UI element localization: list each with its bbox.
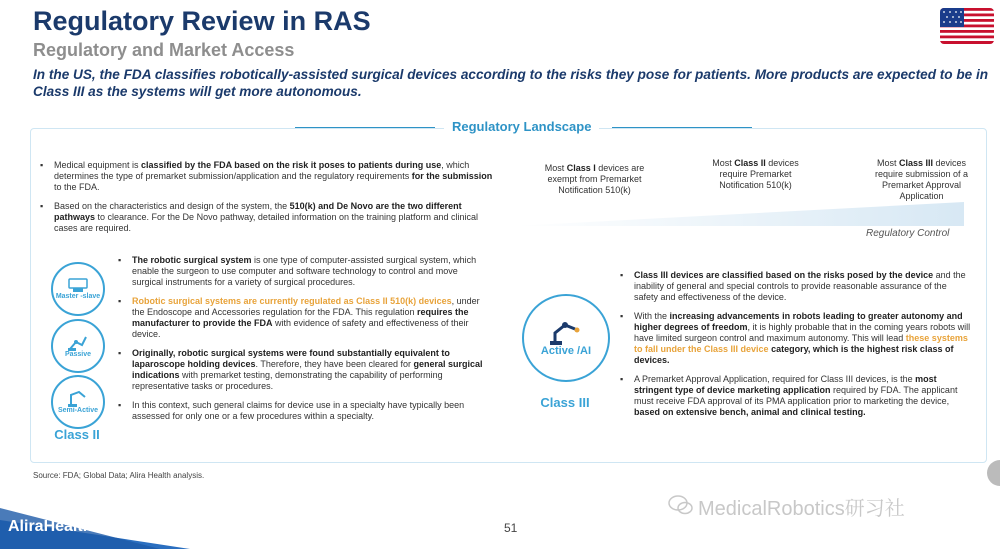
active-ai-circle: Active /AI — [522, 294, 610, 382]
class-ii-description: Most Class II devices require Premarket Notification 510(k) — [712, 158, 799, 190]
alira-health-logo: AliraHealth — [8, 518, 93, 535]
bullet-item: ▪ Based on the characteristics and design of the system, the 510(k) and De Novo are the two different pathways to clearance. For the De Novo pathway, detailed information on the training platform and clinical cases are required. — [40, 201, 500, 234]
passive-circle: Passive — [51, 319, 105, 373]
bullet-item: ▪ Originally, robotic surgical systems were found substantially equivalent to laparoscope holding devices. Therefore, they have been cleared for general surgical indications with premarket testing, demonstrating the capability of performing representative tasks or procedures. — [118, 348, 488, 392]
bullet-item: ▪ The robotic surgical system is one type of computer-assisted surgical system, which enable the surgeon to use computer and software technology to control and move surgical instruments for a variety of surgical procedures. — [118, 255, 488, 288]
intro-text: In the US, the FDA classifies robotically-assisted surgical devices according to the risks they pose for patients. More products are expected to be in Class III as the systems will get more autonomous. — [33, 67, 989, 99]
regulatory-control-label: Regulatory Control — [866, 228, 950, 239]
console-robot-icon — [67, 277, 89, 293]
bullet-item: ▪ In this context, such general claims for device use in a specialty have typically been assessed for only one or a few procedures within a specialty. — [118, 400, 488, 422]
source-note: Source: FDA; Global Data; Alira Health analysis. — [33, 471, 205, 480]
semi-active-circle: Semi-Active — [51, 375, 105, 429]
page-title: Regulatory Review in RAS — [33, 6, 371, 36]
robot-arm-icon — [549, 319, 583, 345]
bullet-item: ▪ A Premarket Approval Application, required for Class III devices, is the most stringent type of device marketing application required by FDA. The applicant must receive FDA approval of its PMA application prior to marketing the device, based on extensive bench, animal and clinical testing. — [620, 374, 972, 418]
panel-title-rule-right — [612, 127, 752, 128]
bullet-item: ▪ Class III devices are classified based on the risks posed by the device and the inability of general and special controls to provide reasonable assurance of the safety and effectiveness of the device. — [620, 270, 972, 303]
master-slave-circle: Master -slave — [51, 262, 105, 316]
page-subtitle: Regulatory and Market Access — [33, 40, 295, 60]
bullet-item: ▪ Medical equipment is classified by the FDA based on the risk it poses to patients during use, which determines the type of premarket submission/application and the regulatory requirements for the submission to the FDA. — [40, 160, 500, 193]
wechat-icon — [668, 494, 694, 516]
watermark: MedicalRobotics研习社 — [698, 498, 905, 520]
bullet-item: ▪ Robotic surgical systems are currently regulated as Class II 510(k) devices, under the Endoscope and Accessories regulation for the FDA. This regulation requires the manufacturer to provide the FDA with evidence of safety and effectiveness of their device. — [118, 296, 488, 340]
panel-title: Regulatory Landscape — [444, 119, 599, 134]
page-number: 51 — [504, 521, 518, 535]
class-ii-label: Class II — [54, 427, 100, 442]
class-iii-description: Most Class III devices require submission of a Premarket Approval Application — [874, 158, 969, 201]
class-iii-label: Class III — [540, 395, 590, 410]
bullet-item: ▪ With the increasing advancements in robots leading to greater autonomy and higher degrees of freedom, it is highly probable that in the coming years robots will have limited surgeon control and maximum autonomy. This will lead these systems to fall under the Class III device category, which is the highest risk class of devices. — [620, 311, 972, 366]
panel-title-rule-left — [295, 127, 435, 128]
robot-arm-icon — [67, 333, 89, 351]
class-i-description: Most Class I devices are exempt from Premarket Notification 510(k) — [544, 163, 645, 195]
scroll-handle[interactable] — [987, 460, 1000, 486]
class-ii-bullet-list — [118, 255, 488, 430]
top-bullet-list — [40, 160, 500, 242]
robot-arm-icon — [67, 389, 89, 407]
us-flag-icon — [940, 8, 994, 44]
class-iii-bullet-list — [620, 270, 972, 426]
regulatory-control-arrow — [514, 200, 964, 228]
